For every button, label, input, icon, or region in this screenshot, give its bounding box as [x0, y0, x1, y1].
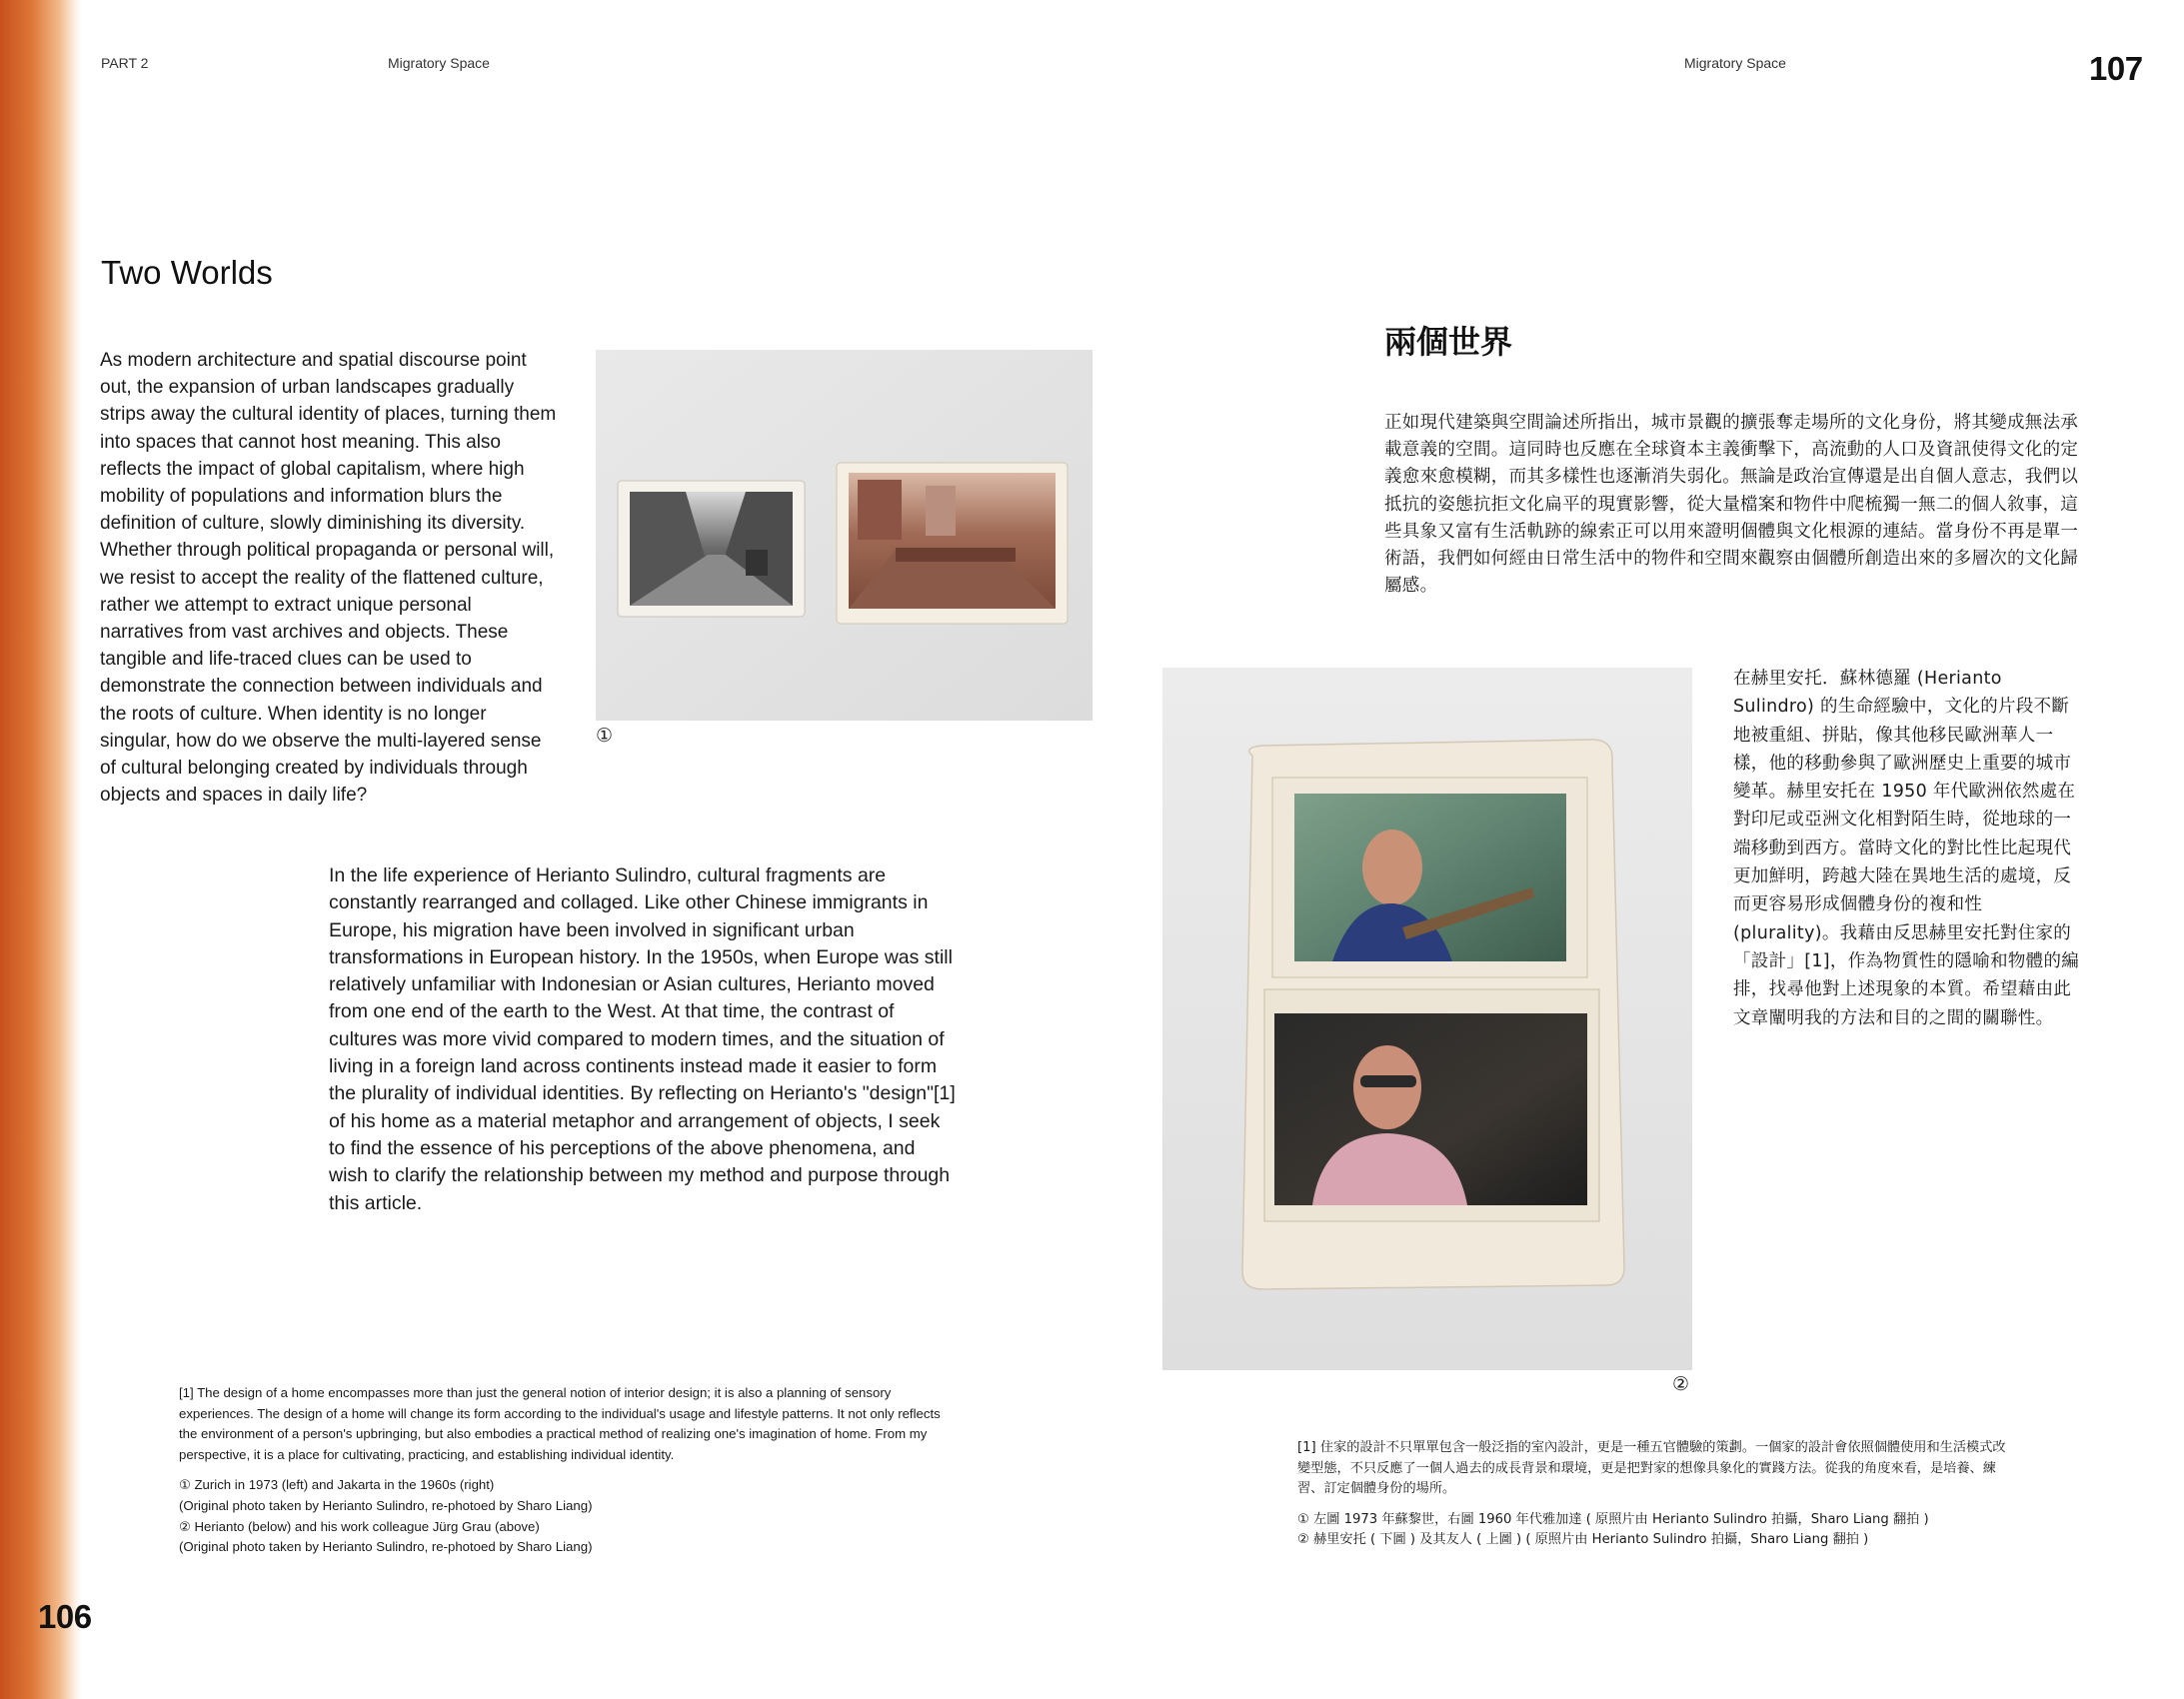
second-paragraph-zh: 在赫里安托．蘇林德羅 (Herianto Sulindro) 的生命經驗中，文化的片段不斷地被重組、拼貼，像其他移民歐洲華人一樣，他的移動參與了歐洲歷史上重要的城市變革。赫里安托在 1950 年代歐洲依然處在對印尼或亞洲文化相對陌生時，從地球的一端移動到西方。當時文化的對比性比起現代更加鮮明，跨越大陸在異地生活的處境，反而更容易形成個體身份的複和性 (plurality)。我藉由反思赫里安托對住家的「設計」[1]，作為物質性的隱喻和物體的編排，找尋他對上述現象的本質。希望藉由此文章闡明我的方法和目的之間的關聯性。 [1733, 669, 2080, 1028]
caption-2-en: ② Herianto (below) and his work colleague Jürg Grau (above) [179, 1518, 540, 1534]
running-header-title-right: Migratory Space [1684, 55, 1786, 71]
caption-1-zh: ① 左圖 1973 年蘇黎世，右圖 1960 年代雅加達 ( 原照片由 Herianto Sulindro 拍攝，Sharo Liang 翻拍 ) [1297, 1511, 1929, 1527]
section-heading-en: Two Worlds [101, 254, 273, 291]
second-paragraph-en: In the life experience of Herianto Sulindro, cultural fragments are constantly rearranged and collaged. Like other Chinese immigrants in Europe, his migration have been involved in significant urban transformations in European history. In the 1950s, when Europe was still relatively unfamiliar with Indonesian or Asian cultures, Herianto moved from one end of the earth to the West. At that time, the contrast of cultures was more vivid compared to modern times, and the situation of living in a foreign land across continents instead made it easier to form the plurality of individual identities. By reflecting on Herianto's "design"[1] of his home as a material metaphor and arrangement of objects, I seek to find the essence of his perceptions of the above phenomena, and wish to clarify the relationship between my method and purpose through this article. [329, 864, 956, 1214]
figure-2-photo [1162, 668, 1692, 1370]
page-edge-color-strip [0, 0, 82, 1699]
caption-2-zh: ② 赫里安托 ( 下圖 ) 及其友人 ( 上圖 ) ( 原照片由 Herianto Sulindro 拍攝，Sharo Liang 翻拍 ) [1297, 1532, 1869, 1548]
footnote-1-zh: [1] 住家的設計不只單單包含一般泛指的室內設計，更是一種五官體驗的策劃。一個家的設計會依照個體使用和生活模式改變型態，不只反應了一個人過去的成長背景和環境，更是把對家的想像具象化的實踐方法。從我的角度來看，是培養、練習、訂定個體身份的場所。 [1297, 1440, 2006, 1497]
running-header-part: PART 2 [101, 55, 149, 71]
figure-1-marker: ① [596, 726, 614, 747]
page-number-left: 106 [38, 1598, 92, 1635]
figure-2-marker: ② [1672, 1374, 1690, 1395]
footnote-1-en: [1] The design of a home encompasses more than just the general notion of interior design; it is also a planning of sensory experiences. The design of a home will change its form according to the individual's usage and lifestyle patterns. It not only reflects the environment of a person's upbringing, but also embodies a practical method of realizing one's imagination of home. From my perspective, it is a place for cultivating, practicing, and establishing individual identity. [179, 1385, 941, 1462]
intro-paragraph-en: As modern architecture and spatial discourse point out, the expansion of urban landscapes gradually strips away the cultural identity of places, turning them into spaces that cannot host meaning. This also reflects the impact of global capitalism, where high mobility of populations and information blurs the definition of culture, slowly diminishing its diversity. Whether through political propaganda or personal will, we resist to accept the reality of the flattened culture, rather we attempt to extract unique personal narratives from vast archives and objects. These tangible and life-traced clues can be used to demonstrate the connection between individuals and the roots of culture. When identity is no longer singular, how do we observe the multi-layered sense of cultural belonging created by individuals through objects and spaces in daily life? [100, 350, 557, 807]
intro-paragraph-zh: 正如現代建築與空間論述所指出，城市景觀的擴張奪走場所的文化身份，將其變成無法承載意義的空間。這同時也反應在全球資本主義衝擊下，高流動的人口及資訊使得文化的定義愈來愈模糊，而其多樣性也逐漸消失弱化。無論是政治宣傳還是出自個人意志，我們以抵抗的姿態抗拒文化扁平的現實影響，從大量檔案和物件中爬梳獨一無二的個人敘事，這些具象又富有生活軌跡的線索正可以用來證明個體與文化根源的連結。當身份不再是單一術語，我們如何經由日常生活中的物件和空間來觀察由個體所創造出來的多層次的文化歸屬感。 [1384, 413, 2079, 597]
herianto-photos-image [1162, 668, 1692, 1370]
figure-1-photo [596, 350, 1092, 721]
section-heading-zh: 兩個世界 [1384, 323, 1513, 361]
caption-1-en: ① Zurich in 1973 (left) and Jakarta in the 1960s (right) [179, 1477, 495, 1493]
page-number-right: 107 [2089, 50, 2143, 87]
footnotes-zh [1297, 1438, 2011, 1551]
running-header-title-left: Migratory Space [388, 55, 490, 71]
zurich-jakarta-photos-image [596, 350, 1092, 721]
footnotes-en [179, 1383, 953, 1558]
caption-1-credit-en: (Original photo taken by Herianto Sulindro, re-photoed by Sharo Liang) [179, 1497, 593, 1513]
caption-2-credit-en: (Original photo taken by Herianto Sulindro, re-photoed by Sharo Liang) [179, 1539, 593, 1555]
